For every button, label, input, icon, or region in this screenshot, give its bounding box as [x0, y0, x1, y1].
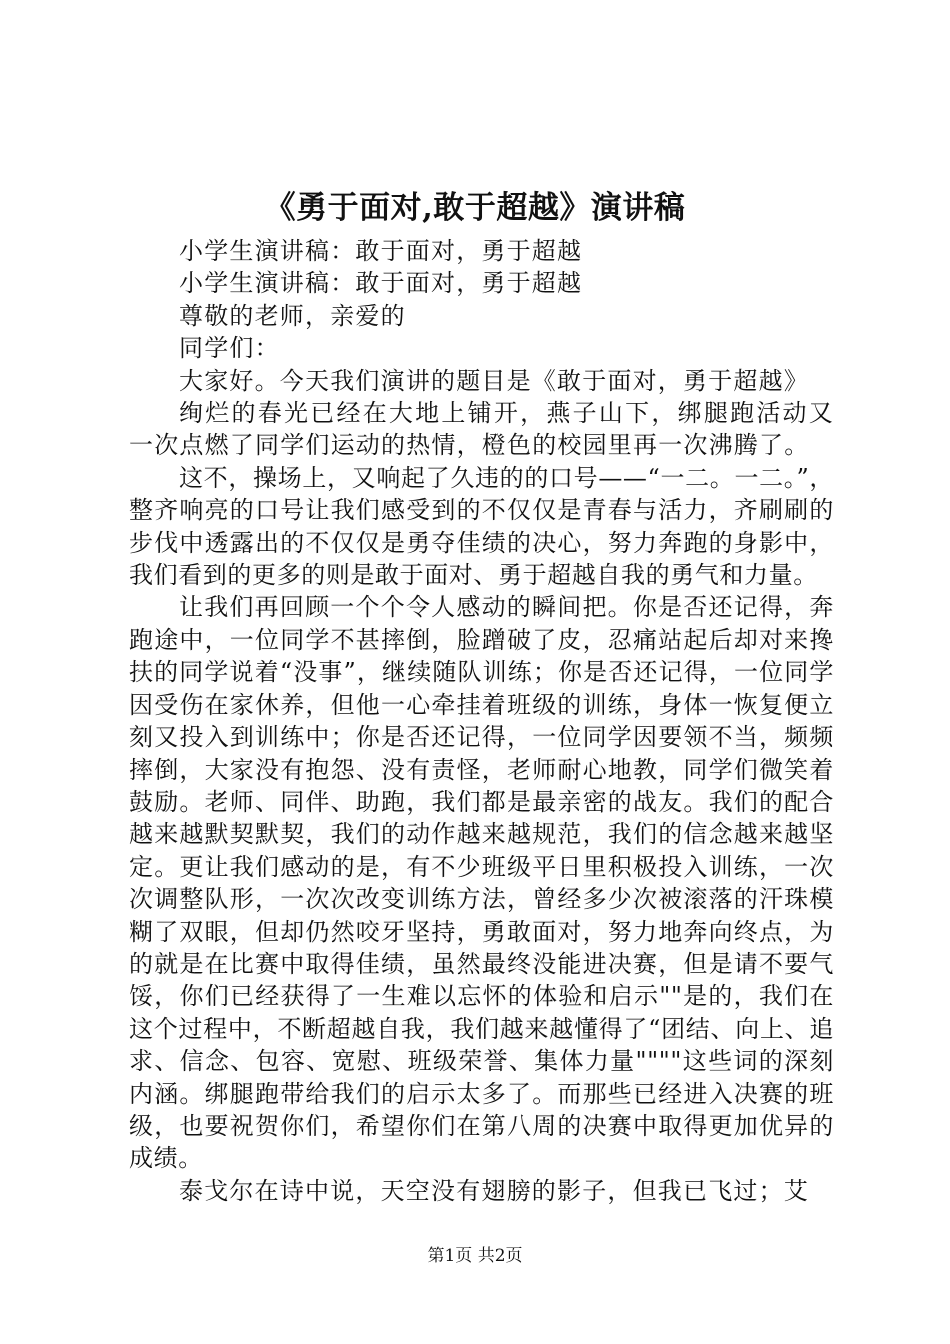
page-footer: 第1页 共2页 [427, 1246, 523, 1266]
paragraph-memories: 让我们再回顾一个个令人感动的瞬间把。你是否还记得，奔跑途中，一位同学不甚摔倒，脸蹭破了皮，忍痛站起后却对来搀扶的同学说着“没事”，继续随队训练；你是否还记得，一位同学因受伤在家休养，但他一心牵挂着班级的训练，身体一恢复便立刻又投入到训练中；你是否还记得，一位同学因要领不当，频频摔倒，大家没有抱怨、没有责怪，老师耐心地教，同学们微笑着鼓励。老师、同伴、助跑，我们都是最亲密的战友。我们的配合越来越默契默契，我们的动作越来越规范，我们的信念越来越坚定。更让我们感动的是，有不少班级平日里积极投入训练，一次次调整队形，一次次改变训练方法，曾经多少次被滚落的汗珠模糊了双眼，但却仍然咬牙坚持，勇敢面对，努力地奔向终点，为的就是在比赛中取得佳绩，虽然最终没能进决赛，但是请不要气馁，你们已经获得了一生难以忘怀的体验和启示""是的，我们在这个过程中，不断超越自我，我们越来越懂得了“团结、向上、追求、信念、包容、宽慰、班级荣誉、集体力量""""这些词的深刻内涵。绑腿跑带给我们的启示太多了。而那些已经进入决赛的班级，也要祝贺你们，希望你们在第八周的决赛中取得更加优异的成绩。 [129, 593, 834, 1173]
document-body [129, 235, 834, 1207]
paragraph-subtitle-2: 小学生演讲稿：敢于面对，勇于超越 [179, 269, 583, 298]
paragraph-opening: 大家好。今天我们演讲的题目是《敢于面对，勇于超越》 [179, 366, 809, 395]
paragraph-subtitle-1: 小学生演讲稿：敢于面对，勇于超越 [179, 237, 583, 265]
paragraph-tagore: 泰戈尔在诗中说，天空没有翅膀的影子，但我已飞过；艾 [179, 1176, 809, 1205]
paragraph-slogan: 这不，操场上，又响起了久违的的口号——“一二。一二。”，整齐响亮的口号让我们感受到的不仅仅是青春与活力，齐刷刷的步伐中透露出的不仅仅是勇夺佳绩的决心，努力奔跑的身影中，我们看到的更多的则是敢于面对、勇于超越自我的勇气和力量。 [129, 463, 834, 590]
document-title: 《勇于面对,敢于超越》演讲稿 [264, 190, 686, 226]
paragraph-greeting-continued: 同学们： [179, 334, 280, 363]
paragraph-spring: 绚烂的春光已经在大地上铺开，燕子山下，绑腿跑活动又一次点燃了同学们运动的热情，橙色的校园里再一次沸腾了。 [129, 399, 834, 460]
paragraph-greeting: 尊敬的老师，亲爱的 [179, 301, 406, 330]
